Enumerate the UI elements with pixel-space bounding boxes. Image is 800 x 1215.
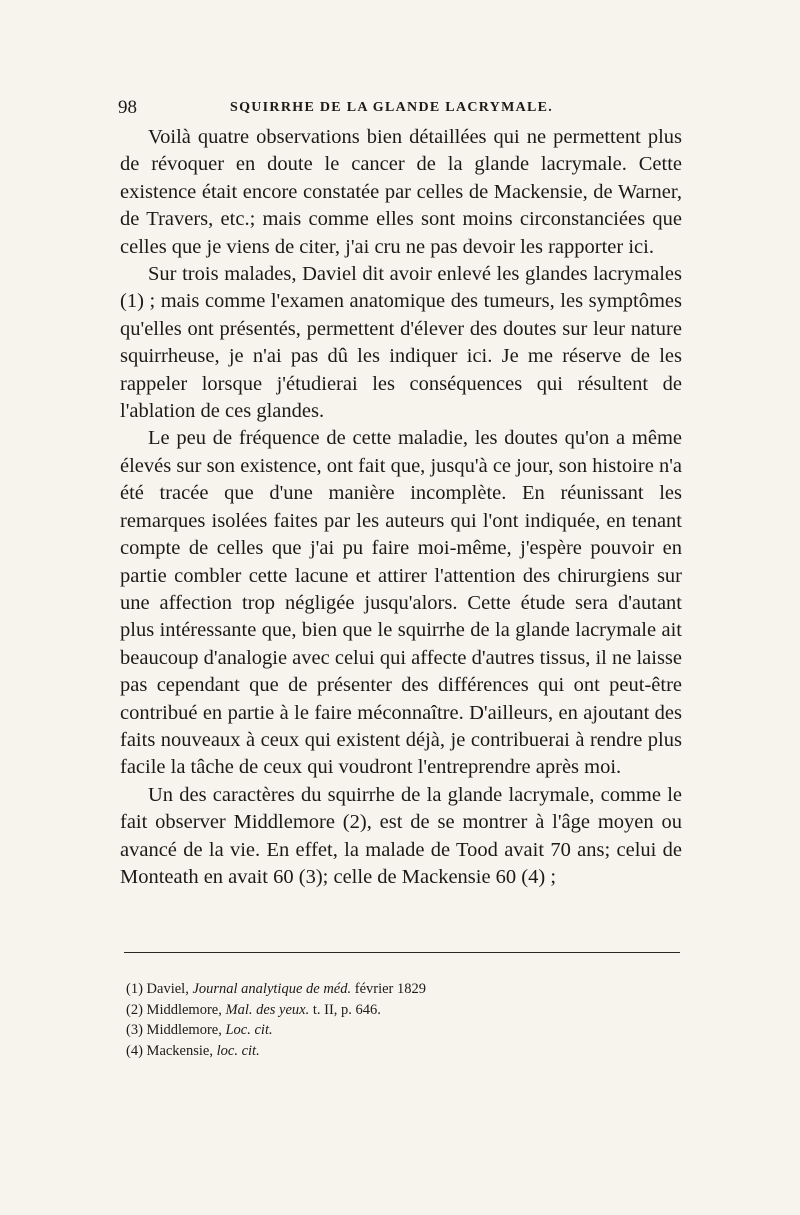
footnote-4 (126, 1041, 646, 1062)
footnote-detail: t. II, p. 646. (312, 1001, 381, 1018)
footnote-source: Journal analytique de méd. (192, 981, 352, 997)
footnote-source: Mal. des yeux. (225, 1001, 310, 1018)
running-title: SQUIRRHE DE LA GLANDE LACRYMALE. (230, 100, 554, 115)
footnotes (126, 979, 646, 1061)
paragraph-3: Le peu de fréquence de cette maladie, les doutes qu'on a même élevés sur son existence, ont fait que, jusqu'à ce jour, son histoire n'a été tracée que d'une manière incomplète. En réunissant les remarques isolées faites par les auteurs qui l'ont indiquée, en tenant compte de celles que j'ai pu faire moi-même, j'espère pouvoir en partie combler cette lacune et attirer l'attention des chirurgiens sur une affection trop négligée jusqu'alors. Cette étude sera d'autant plus intéressante que, bien que le squirrhe de la glande lacrymale ait beaucoup d'analogie avec celui qui affecte d'autres tissus, il ne laisse pas cependant que de présenter des différences qui ont peut-être contribué en partie à le faire méconnaître. D'ailleurs, en ajoutant des faits nouveaux à ceux qui existent déjà, je contribuerai à rendre plus facile la tâche de ceux qui voudront l'entreprendre après moi. (120, 427, 683, 779)
footnote-marker: (2) (126, 1001, 143, 1018)
paragraph-2: Sur trois malades, Daviel dit avoir enlevé les glandes lacrymales (1) ; mais comme l'examen anatomique des tumeurs, les symptômes qu'elles ont présentés, permettent d'élever des doutes sur leur nature squirrheuse, je n'ai pas dû les indiquer ici. Je me réserve de les rappeler lorsque j'étudierai les conséquences qui résultent de l'ablation de ces glandes. (120, 263, 682, 423)
footnote-3 (126, 1020, 646, 1041)
footnote-author: Mackensie, (146, 1042, 213, 1059)
paragraph-1: Voilà quatre observations bien détaillées qui ne permettent plus de révoquer en doute le cancer de la glande lacrymale. Cette existence était encore constatée par celles de Mackensie, de Warner, de Travers, etc.; mais comme elles sont moins circonstanciées que celles que je viens de citer, j'ai cru ne pas devoir les rapporter ici. (120, 126, 682, 258)
footnote-author: Middlemore, (146, 1001, 222, 1018)
footnote-marker: (1) (126, 981, 143, 997)
running-head (118, 97, 684, 121)
footnote-detail: février 1829 (354, 981, 427, 997)
footnote-marker: (4) (126, 1042, 143, 1059)
footnote-2 (126, 1000, 646, 1021)
footnote-author: Middlemore, (146, 1022, 222, 1038)
footnote-author: Daviel, (146, 981, 189, 997)
paragraph-4: Un des caractères du squirrhe de la glande lacrymale, comme le fait observer Middlemore (2), est de se montrer à l'âge moyen ou avancé de la vie. En effet, la malade de Tood avait 70 ans; celui de Monteath en avait 60 (3); celle de Mackensie 60 (4) ; (120, 783, 682, 888)
footnote-source: Loc. cit. (225, 1022, 273, 1038)
footnote-source: loc. cit. (216, 1042, 260, 1059)
footnote-marker: (3) (126, 1022, 143, 1038)
footnote-1 (126, 979, 646, 1000)
body-text (120, 124, 682, 891)
page-number: 98 (118, 97, 137, 118)
footnote-separator (124, 952, 680, 953)
